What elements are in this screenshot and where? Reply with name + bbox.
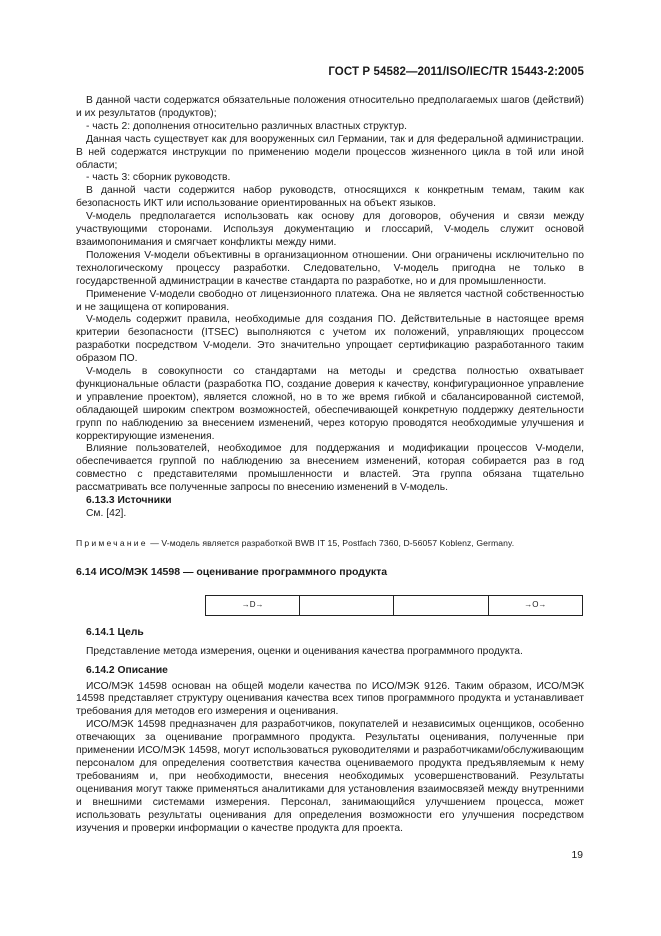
document-header: ГОСТ Р 54582—2011/ISO/IEC/TR 15443-2:2005 — [328, 66, 584, 78]
document-body — [76, 95, 584, 835]
paragraph: V-модель содержит правила, необходимые для создания ПО. Действительные в настоящее время критерии безопасности (ITSEC) выполняются с учетом их положений, управляющих процессом разработки посредством V-модели. Это значительно упрощает сертификацию разработанного таким образом ПО. — [76, 314, 584, 365]
flow-cell-empty — [300, 595, 394, 615]
paragraph: Положения V-модели объективны в организационном отношении. Они ограничены исключительно по технологическому процессу разработки. Следовательно, V-модель пригодна не только в государственной администрации в качестве стандарта по разработке, но и для промышленности. — [76, 249, 584, 287]
note-label: Примечание — [76, 537, 148, 548]
section-title-6-13-3: 6.13.3 Источники — [86, 495, 172, 507]
section-title-6-14: 6.14 ИСО/МЭК 14598 — оценивание программного продукта — [76, 565, 388, 578]
paragraph: Влияние пользователей, необходимое для поддержания и модификации процессов V-модели, обеспечивается группой по наблюдению за внесением изменений, которая собирается раз в год совместно с представителями промышленности и властей. Эта группа обязана тщательно рассматривать все полученные запросы по внесению изменений в V-модель. — [76, 443, 584, 494]
section-title-6-14-2: 6.14.2 Описание — [86, 664, 168, 676]
purpose-text: Представление метода измерения, оценки и оценивания качества программного продукта. — [86, 645, 523, 657]
paragraph: В данной части содержится набор руководств, относящихся к конкретным темам, таким как безопасность ИКТ или использование ориентированных на объект языков. — [76, 185, 584, 210]
paragraph: В данной части содержатся обязательные положения относительно предполагаемых шагов (действий) и их результатов (продуктов); — [76, 95, 584, 119]
paragraph: - часть 2: дополнения относительно различных властных структур. — [86, 120, 407, 132]
paragraph: - часть 3: сборник руководств. — [86, 172, 231, 184]
flow-cell-empty — [394, 595, 488, 615]
paragraph: Применение V-модели свободно от лицензионного платежа. Она не является частной собственностью и не защищена от копирования. — [76, 288, 584, 313]
note — [76, 538, 584, 549]
section-title-6-14-1: 6.14.1 Цель — [86, 626, 144, 638]
paragraph: V-модель в совокупности со стандартами на методы и средства полностью охватывает функциональные области (разработка ПО, создание доверия к качеству, конфигурационное управление и управление проектом), является сложной, но в то же время гибкой и сбалансированной системой, обладающей широким спектром возможностей, обеспечивающей конкретную поддержку деятельности групп по наблюдению за внесением изменений, через которую проводятся необходимые улучшения и корректирующие изменения. — [76, 366, 584, 442]
paragraph: ИСО/МЭК 14598 основан на общей модели качества по ИСО/МЭК 9126. Таким образом, ИСО/МЭК 14598 представляет структуру оценивания качества всех типов программного продукта и устанавливает требования для методов его измерения и оценивания. — [76, 680, 584, 718]
note-text: — V-модель является разработкой BWB IT 15, Postfach 7360, D-56057 Koblenz, Germany. — [147, 537, 515, 548]
flow-cell-o: →O→ — [488, 595, 582, 615]
paragraph: ИСО/МЭК 14598 предназначен для разработчиков, покупателей и независимых оценщиков, особенно отвечающих за оценивание программного продукта. Результаты оценивания, полученные при применении ИСО/МЭК 14598, могут использоваться руководителями и разработчиками/обслуживающим персоналом для определения соответствия качества оцениваемого продукта предъявляемым к нему требованиям и, при необходимости, внесения необходимых усовершенствований. Результаты оценивания могут также применяться аналитиками для установления взаимосвязей между внутренними и внешними системами измерения. Персонал, занимающийся улучшением процесса, может использовать результаты оценивания для определения возможности его улучшения посредством изучения и проверки информации о качестве продукта для проекта. — [76, 719, 584, 834]
sources-reference: См. [42]. — [86, 508, 127, 519]
paragraph: V-модель предполагается использовать как основу для договоров, обучения и связи между участвующими сторонами. Используя документацию и глоссарий, V-модель служит основой взаимопонимания и смягчает конфликты между ними. — [76, 211, 584, 248]
flow-cell-d: →D→ — [206, 595, 300, 615]
paragraph: Данная часть существует как для вооруженных сил Германии, так и для федеральной администрации. В ней содержатся инструкции по применению модели процессов жизненного цикла в той или иной области; — [76, 133, 584, 171]
page-number: 19 — [571, 850, 583, 861]
process-flow-table — [205, 595, 583, 616]
